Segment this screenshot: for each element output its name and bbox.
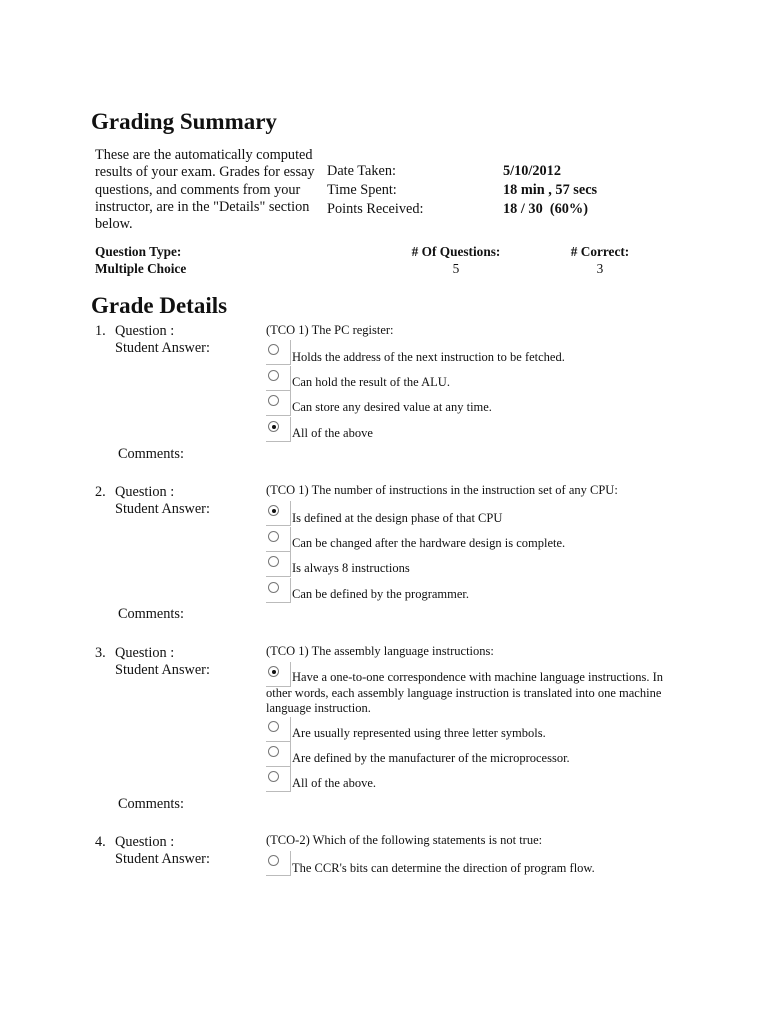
question-text: (TCO 1) The PC register:	[266, 323, 394, 337]
grading-summary-title: Grading Summary	[91, 109, 277, 134]
radio-button[interactable]	[268, 855, 279, 866]
option-text: Are usually represented using three letter symbols.	[292, 726, 546, 740]
radio-button-selected[interactable]	[268, 421, 279, 432]
option-text: Can be defined by the programmer.	[292, 587, 470, 601]
option-text: Can hold the result of the ALU.	[292, 375, 450, 389]
option-text: Have a one-to-one correspondence with machine language instructions. In other words, each assembly language instruction is translated into one machine language instruction.	[266, 670, 664, 715]
student-answer-label: Student Answer:	[115, 340, 210, 356]
points-received-label: Points Received:	[327, 201, 424, 217]
comments-label: Comments:	[118, 606, 184, 622]
radio-button[interactable]	[268, 370, 279, 381]
question-text: (TCO-2) Which of the following statements is not true:	[266, 833, 543, 847]
option-text: Can store any desired value at any time.	[292, 400, 492, 414]
option-text: Holds the address of the next instruction to be fetched.	[292, 350, 565, 364]
option-text: All of the above.	[292, 776, 377, 790]
option-text: Can be changed after the hardware design is complete.	[292, 536, 566, 550]
correct-count-value: 3	[596, 261, 604, 276]
radio-button[interactable]	[268, 344, 279, 355]
student-answer-label: Student Answer:	[115, 851, 210, 867]
option-text: Are defined by the manufacturer of the microprocessor.	[292, 751, 570, 765]
question-number: 1.	[95, 323, 106, 339]
radio-button[interactable]	[268, 556, 279, 567]
radio-button[interactable]	[268, 531, 279, 542]
question-text: (TCO 1) The number of instructions in the instruction set of any CPU:	[266, 483, 618, 497]
comments-label: Comments:	[118, 796, 184, 812]
date-taken-label: Date Taken:	[327, 163, 396, 179]
question-count-header: # Of Questions:	[411, 244, 501, 259]
student-answer-label: Student Answer:	[115, 662, 210, 678]
radio-button[interactable]	[268, 771, 279, 782]
question-label: Question :	[115, 484, 175, 500]
comments-label: Comments:	[118, 446, 184, 462]
option-text: Is defined at the design phase of that CPU	[292, 511, 503, 525]
question-type-value: Multiple Choice	[95, 261, 187, 276]
question-label: Question :	[115, 323, 175, 339]
summary-intro-text: These are the automatically computed results of your exam. Grades for essay questions, and comments from your instructor, are in the "Details" section below.	[95, 147, 315, 233]
radio-button[interactable]	[268, 746, 279, 757]
question-count-value: 5	[452, 261, 460, 276]
question-text: (TCO 1) The assembly language instructions:	[266, 644, 494, 658]
points-received-value: 18 / 30 (60%)	[503, 201, 588, 217]
question-label: Question :	[115, 834, 175, 850]
option-text: The CCR's bits can determine the direction of program flow.	[292, 861, 595, 875]
time-spent-label: Time Spent:	[327, 182, 397, 198]
grade-details-title: Grade Details	[91, 293, 228, 318]
option-text: Is always 8 instructions	[292, 561, 410, 575]
time-spent-value: 18 min , 57 secs	[503, 182, 598, 198]
question-number: 4.	[95, 834, 106, 850]
option-text: All of the above	[292, 426, 373, 440]
date-taken-value: 5/10/2012	[503, 163, 561, 179]
radio-button-selected[interactable]	[268, 505, 279, 516]
radio-button[interactable]	[268, 721, 279, 732]
correct-count-header: # Correct:	[570, 244, 630, 259]
radio-button[interactable]	[268, 395, 279, 406]
question-number: 2.	[95, 484, 106, 500]
question-label: Question :	[115, 645, 175, 661]
radio-button[interactable]	[268, 582, 279, 593]
question-number: 3.	[95, 645, 106, 661]
student-answer-label: Student Answer:	[115, 501, 210, 517]
question-type-header: Question Type:	[95, 244, 182, 259]
